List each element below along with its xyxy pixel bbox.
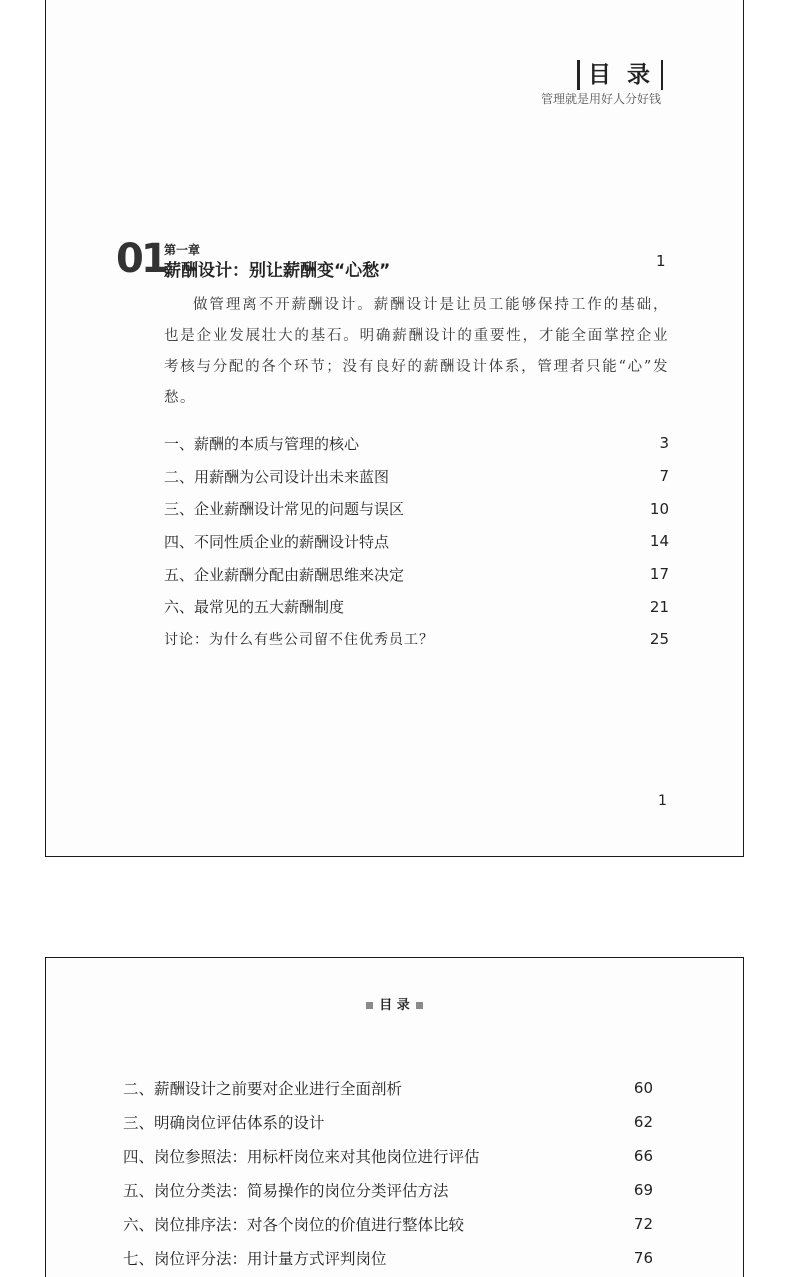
toc-entry[interactable] <box>123 1173 653 1207</box>
toc-entry-page: 10 <box>649 499 669 518</box>
toc-entry-text: 二、用薪酬为公司设计出未来蓝图 <box>164 467 390 486</box>
toc-entry[interactable] <box>123 1139 653 1173</box>
toc-entry[interactable] <box>164 558 669 591</box>
toc-entry-text: 讨论：为什么有些公司留不住优秀员工？ <box>164 632 434 649</box>
chapter-intro: 做管理离不开薪酬设计。薪酬设计是让员工能够保持工作的基础，也是企业发展壮大的基石。明确薪酬设计的重要性，才能全面掌控企业考核与分配的各个环节；没有良好的薪酬设计体系，管理者只能“心”发愁。 <box>164 297 669 406</box>
toc-entry-page: 3 <box>659 434 669 453</box>
page-folio: 1 <box>658 793 667 809</box>
chapter-title: 薪酬设计：别让薪酬变“心愁” <box>164 261 391 281</box>
book-subtitle: 管理就是用好人分好钱 <box>540 92 661 106</box>
chapter-page-number: 1 <box>656 252 666 270</box>
toc-entry-text: 二、薪酬设计之前要对企业进行全面剖析 <box>123 1080 403 1098</box>
toc-entry-page: 21 <box>649 597 669 616</box>
toc-entry-discussion[interactable] <box>164 623 669 656</box>
toc-entry-text: 四、不同性质企业的薪酬设计特点 <box>164 532 390 551</box>
toc-header <box>46 994 743 1013</box>
toc-entry-page: 7 <box>659 467 669 486</box>
square-ornament-icon <box>416 1002 423 1009</box>
toc-entry-text: 六、最常见的五大薪酬制度 <box>164 598 345 617</box>
book-page-bottom <box>45 957 744 1277</box>
toc-entry-page: 76 <box>633 1249 653 1267</box>
toc-entry-page: 17 <box>649 565 669 584</box>
toc-entry-page: 25 <box>649 630 669 649</box>
toc-entry[interactable] <box>123 1071 653 1105</box>
toc-entry-page: 69 <box>633 1181 653 1199</box>
toc-entry-text: 三、企业薪酬设计常见的问题与误区 <box>164 500 405 519</box>
chapter-label: 第一章 <box>164 243 201 257</box>
toc-entry-page: 72 <box>633 1215 653 1233</box>
toc-entry[interactable] <box>123 1241 653 1275</box>
toc-entry-page: 66 <box>633 1147 653 1165</box>
toc-header-title: 目 录 <box>379 998 410 1013</box>
chapter-number: 01 <box>116 236 166 282</box>
toc-list <box>164 427 669 656</box>
toc-entry[interactable] <box>164 427 669 460</box>
toc-entry-text: 五、企业薪酬分配由薪酬思维来决定 <box>164 565 405 584</box>
toc-entry[interactable] <box>164 492 669 525</box>
toc-entry-text: 四、岗位参照法：用标杆岗位来对其他岗位进行评估 <box>123 1148 480 1166</box>
toc-header-title: 目 录 <box>577 60 663 90</box>
toc-entry-text: 六、岗位排序法：对各个岗位的价值进行整体比较 <box>123 1216 465 1234</box>
square-ornament-icon <box>366 1002 373 1009</box>
toc-entry[interactable] <box>164 460 669 493</box>
book-page-top <box>45 0 744 857</box>
toc-entry-page: 62 <box>633 1113 653 1131</box>
toc-list <box>123 1071 653 1275</box>
toc-entry-text: 三、明确岗位评估体系的设计 <box>123 1114 325 1132</box>
toc-entry-page: 60 <box>633 1079 653 1097</box>
toc-entry[interactable] <box>123 1105 653 1139</box>
toc-entry[interactable] <box>164 590 669 623</box>
toc-entry-text: 一、薪酬的本质与管理的核心 <box>164 434 360 453</box>
toc-entry[interactable] <box>123 1207 653 1241</box>
toc-entry-text: 七、岗位评分法：用计量方式评判岗位 <box>123 1250 387 1268</box>
toc-entry-text: 五、岗位分类法：简易操作的岗位分类评估方法 <box>123 1182 449 1200</box>
toc-entry-page: 14 <box>649 532 669 551</box>
toc-entry[interactable] <box>164 525 669 558</box>
